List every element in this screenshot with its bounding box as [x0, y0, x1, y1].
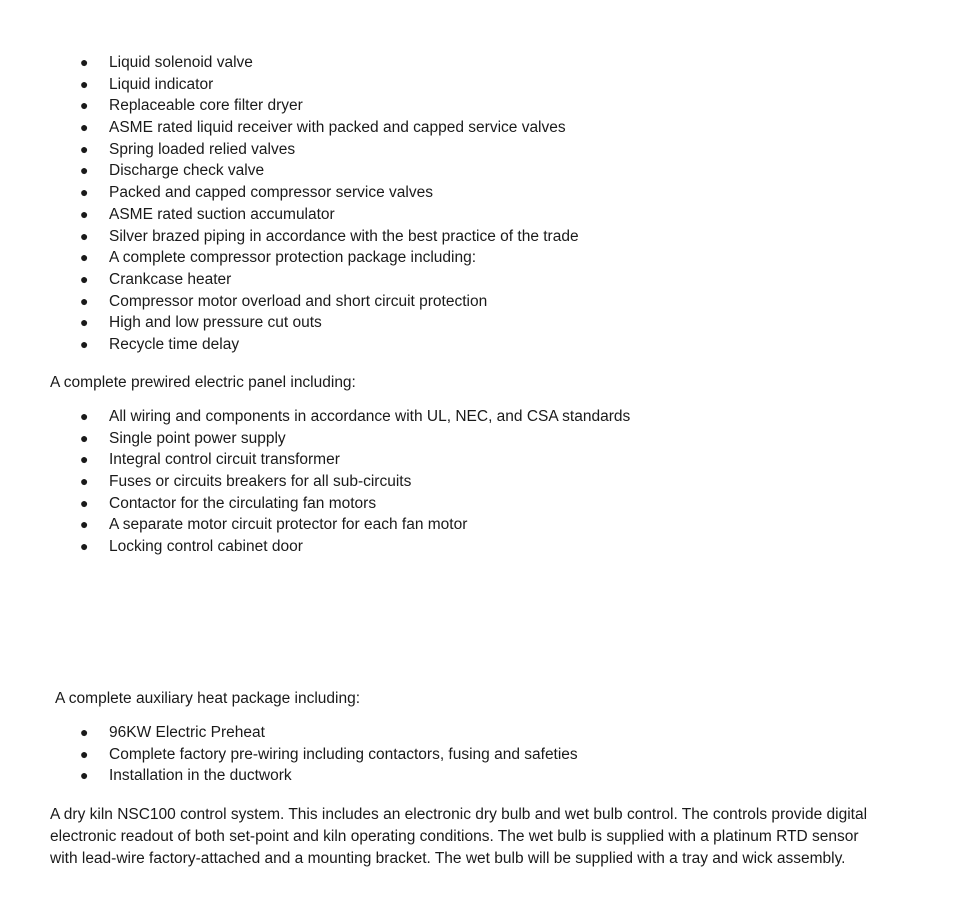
list-item: ● Complete factory pre-wiring including contactors, fusing and safeties	[80, 744, 578, 766]
bullet-icon: ●	[80, 97, 89, 114]
list-item: ● Contactor for the circulating fan motors	[80, 493, 630, 515]
list-item: ● Liquid indicator	[80, 74, 579, 96]
bullet-icon: ●	[80, 292, 89, 309]
list-item: ● A complete compressor protection package including:	[80, 247, 579, 269]
bullet-icon: ●	[80, 538, 89, 555]
bullet-icon: ●	[80, 451, 89, 468]
list-item: ● Installation in the ductwork	[80, 765, 578, 787]
list-item: ● Liquid solenoid valve	[80, 52, 579, 74]
list-item: ● Packed and capped compressor service valves	[80, 182, 579, 204]
list-item: ● Silver brazed piping in accordance with the best practice of the trade	[80, 226, 579, 248]
list-item: ● ASME rated suction accumulator	[80, 204, 579, 226]
bullet-icon: ●	[80, 408, 89, 424]
bullet-icon: ●	[80, 767, 89, 784]
bullet-icon: ●	[80, 335, 89, 352]
bullet-icon: ●	[80, 205, 89, 222]
list-item: ● All wiring and components in accordance with UL, NEC, and CSA standards	[80, 406, 630, 428]
list-item: ● Locking control cabinet door	[80, 536, 630, 558]
bullet-icon: ●	[80, 473, 89, 490]
list-item: ● Spring loaded relied valves	[80, 139, 579, 161]
list-item: ● Crankcase heater	[80, 269, 579, 291]
control-system-paragraph	[50, 804, 930, 870]
paragraph-line: A dry kiln NSC100 control system. This includes an electronic dry bulb and wet bulb control. The controls provide digital	[50, 806, 868, 823]
list-item: ● ASME rated liquid receiver with packed and capped service valves	[80, 117, 579, 139]
bullet-icon: ●	[80, 494, 89, 511]
list-item: ● A separate motor circuit protector for each fan motor	[80, 514, 630, 536]
bullet-icon: ●	[80, 119, 89, 136]
bullet-icon: ●	[80, 516, 89, 533]
bullet-icon: ●	[80, 249, 89, 266]
list-item: ● 96KW Electric Preheat	[80, 722, 578, 744]
electric-panel-list	[80, 406, 630, 558]
bullet-icon: ●	[80, 184, 89, 201]
list-item: ● Fuses or circuits breakers for all sub-circuits	[80, 471, 630, 493]
list-item: ● High and low pressure cut outs	[80, 312, 579, 334]
paragraph-line: with lead-wire factory-attached and a mounting bracket. The wet bulb will be supplied with a tray and wick assembly.	[50, 850, 846, 867]
bullet-icon: ●	[80, 314, 89, 331]
list-item: ● Recycle time delay	[80, 334, 579, 356]
paragraph-line: electronic readout of both set-point and kiln operating conditions. The wet bulb is supplied with a platinum RTD sensor	[50, 828, 859, 845]
compressor-components-list	[80, 52, 579, 356]
bullet-icon: ●	[80, 429, 89, 446]
list-item: ● Replaceable core filter dryer	[80, 95, 579, 117]
bullet-icon: ●	[80, 75, 89, 92]
bullet-icon: ●	[80, 227, 89, 244]
aux-heat-list	[80, 722, 578, 787]
list-item: ● Compressor motor overload and short circuit protection	[80, 291, 579, 313]
bullet-icon: ●	[80, 745, 89, 762]
bullet-icon: ●	[80, 54, 89, 70]
list-item: ● Integral control circuit transformer	[80, 449, 630, 471]
list-item: ● Discharge check valve	[80, 160, 579, 182]
list-item: ● Single point power supply	[80, 428, 630, 450]
bullet-icon: ●	[80, 724, 89, 740]
bullet-icon: ●	[80, 162, 89, 179]
aux-heat-heading: A complete auxiliary heat package including:	[55, 690, 361, 707]
electric-panel-heading: A complete prewired electric panel including:	[50, 374, 356, 391]
bullet-icon: ●	[80, 140, 89, 157]
bullet-icon: ●	[80, 270, 89, 287]
